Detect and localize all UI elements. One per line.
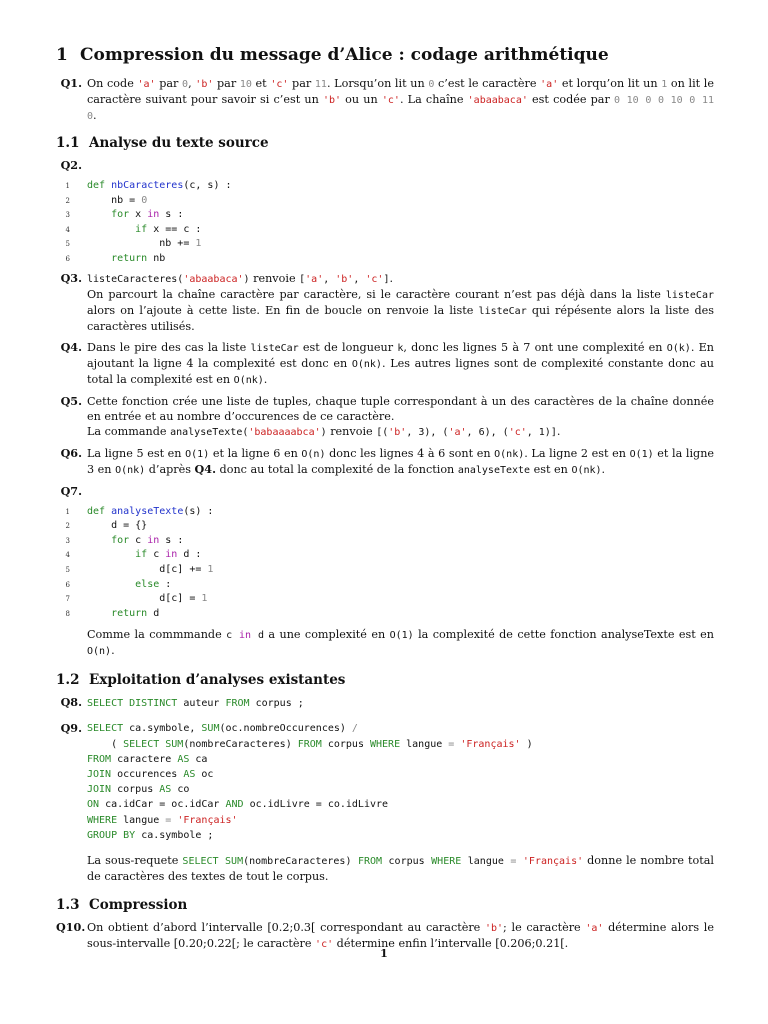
section-1-1-heading: 1.1 Analyse du texte source	[56, 135, 269, 151]
question-q3: Q3. listeCaracteres('abaabaca') renvoie ['a', 'b', 'c']. On parcourt la chaîne caractère par caractère, si le caractère courant n’est pas déjà dans la liste listeCar alors on l’ajoute à cette liste. En fin de boucle on renvoie la liste listeCar qui répésente alors la liste des caractères utilisés.	[60, 270, 715, 333]
question-q8: Q8. SELECT DISTINCT auteur FROM corpus ;	[60, 695, 304, 710]
question-q6: Q6. La ligne 5 est en O(1) et la ligne 6 en O(n) donc les lignes 4 à 6 sont en O(nk). La ligne 2 est en O(1) et la ligne 3 en O(nk) d’après Q4. donc au total la complexité de la fonction analyseTexte est en O(nk).	[60, 445, 715, 476]
section-1-3-heading: 1.3 Compression	[56, 896, 188, 913]
code-block-analysetexte	[56, 505, 714, 622]
question-q4: Q4. Dans le pire des cas la liste listeCar est de longueur k, donc les lignes 5 à 7 ont une complexité en O(k). En ajoutant la ligne 4 la complexité est donc en O(nk). Les autres lignes sont de complexité constante donc au total la complexité est en O(nk).	[60, 339, 714, 386]
code-line: 6 return nb	[65, 252, 166, 264]
code-line: 5 d[c] += 1	[65, 563, 214, 575]
code-line: 3 for x in s :	[65, 209, 184, 221]
question-q7: Q7.	[60, 483, 82, 498]
code-line: 5 nb += 1	[65, 238, 202, 250]
section-1-heading: 1 Compression du message d’Alice : codage arithmétique	[56, 45, 609, 65]
code-line: 4 if c in d :	[65, 549, 202, 561]
code-line: 2 nb = 0	[65, 194, 148, 206]
code-line: 1 def analyseTexte(s) :	[65, 505, 214, 517]
code-block-nbcaracteres	[56, 179, 714, 267]
question-q2: Q2.	[60, 158, 82, 172]
question-q10: Q10. On obtient d’abord l’intervalle [0.2;0.3[ correspondant au caractère 'b'; le caractère 'a' détermine alors le sous-intervalle [0.20;0.22[; le caractère 'c' détermine enfin l’intervalle [0.206;0.21[.	[56, 919, 714, 950]
code-line: 1 def nbCaracteres(c, s) :	[65, 180, 232, 191]
code-line: 2 d = {}	[65, 520, 148, 532]
code-line: 3 for c in s :	[65, 534, 184, 546]
document-page	[56, 44, 714, 958]
question-q9: Q9. SELECT ca.symbole, SUM(oc.nombreOccurences) / ( SELECT SUM(nombreCaracteres) FROM corpus WHERE langue = 'Français' ) FROM caractere AS ca JOIN occurences AS oc JOIN corpus AS co ON ca.idCar = oc.idCar AND oc.idLivre = co.idLivre WHERE langue = 'Français' GROUP BY ca.symbole ; La sous-requete SELECT SUM(nombreCaracteres) FROM corpus WHERE langue = 'Français' donne le nombre total de caractères des textes de tout le corpus.	[60, 721, 714, 883]
q7-explanation: Comme la commmande c in d a une complexité en O(1) la complexité de cette fonction analyseTexte est en O(n).	[87, 628, 714, 658]
code-line: 6 else :	[65, 578, 172, 590]
sql-query: SELECT ca.symbole, SUM(oc.nombreOccurences) / ( SELECT SUM(nombreCaracteres) FROM corpus WHERE langue = 'Français' ) FROM caractere AS ca JOIN occurences AS oc JOIN corpus AS co ON ca.idCar = oc.idCar AND oc.idLivre = co.idLivre WHERE langue = 'Français' GROUP BY ca.symbole ;	[87, 723, 533, 841]
question-q5: Q5. Cette fonction crée une liste de tuples, chaque tuple correspondant à un des caractères de la chaîne donnée en entrée et au nombre d’occurences de ce caractère. La commande analyseTexte('babaaaabca') renvoie [('b', 3), ('a', 6), ('c', 1)].	[60, 393, 714, 438]
section-1-2-heading: 1.2 Exploitation d’analyses existantes	[56, 672, 346, 689]
page-number: 1	[380, 947, 388, 960]
question-q1: Q1. On code 'a' par 0, 'b' par 10 et 'c' par 11. Lorsqu’on lit un 0 c’est le caractère 'a' et lorqu’on lit un 1 on lit le caractère suivant pour savoir si c’est un 'b' ou un 'c'. La chaîne 'abaabaca' est codée par 0 10 0 0 10 0 11 0.	[60, 76, 715, 122]
code-line: 4 if x == c :	[65, 223, 202, 235]
code-line: 7 d[c] = 1	[65, 593, 208, 605]
q9-explanation: La sous-requete SELECT SUM(nombreCaracteres) FROM corpus WHERE langue = 'Français' donne le nombre total de caractères des textes de tout le corpus.	[87, 853, 714, 883]
code-line: 8 return d	[65, 607, 160, 619]
